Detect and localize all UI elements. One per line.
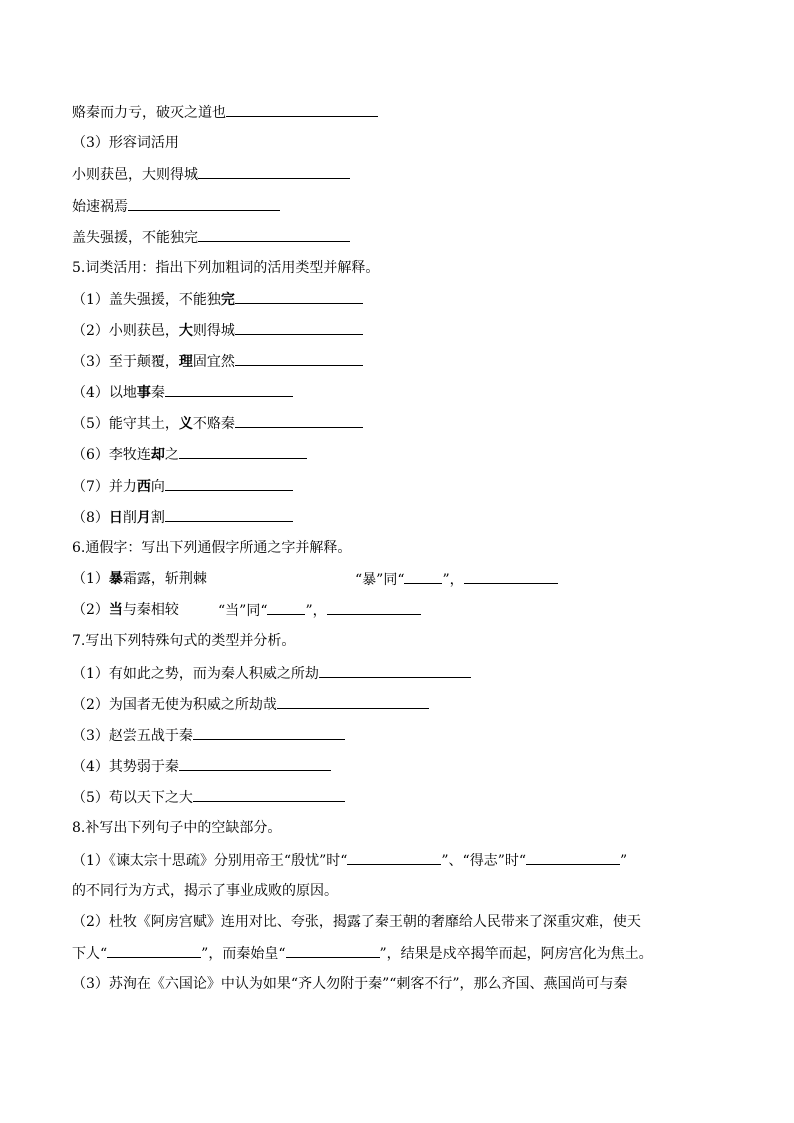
list-item-continued — [72, 943, 653, 963]
bold-word: 义 — [178, 416, 193, 432]
answer-blank[interactable] — [319, 663, 471, 678]
list-item — [72, 289, 363, 309]
sentence: 盖失强援，不能独完 — [72, 230, 198, 246]
item-text: 的不同行为方式，揭示了事业成败的原因。 — [72, 883, 338, 899]
item-text: （6）李牧连 — [72, 447, 151, 463]
bold-word: 暴 — [108, 571, 123, 587]
item-text: （2） — [72, 602, 109, 618]
item-text: （1）《谏太宗十思疏》分别用帝王“殷忧”时“ — [72, 853, 348, 869]
list-item — [72, 569, 207, 589]
item-text: ” — [620, 853, 628, 869]
bold-word: 理 — [178, 354, 193, 370]
subsection-heading — [72, 133, 179, 153]
item-text: 与秦相较 — [122, 602, 179, 618]
item-text: （1） — [72, 571, 109, 587]
list-item — [72, 476, 293, 496]
answer-blank[interactable] — [235, 413, 363, 428]
item-text: 霜露，斩荆棘 — [122, 571, 207, 587]
list-item — [72, 600, 179, 620]
item-text: （4）以地 — [72, 385, 137, 401]
list-item — [72, 351, 363, 371]
answer-blank[interactable] — [526, 850, 620, 865]
list-item — [72, 912, 641, 932]
subsection-label: （3）形容词活用 — [72, 135, 179, 151]
item-text: （1）有如此之势，而为秦人积威之所劫 — [72, 666, 319, 682]
item-text: 秦 — [150, 385, 165, 401]
answer-blank[interactable] — [165, 382, 293, 397]
answer-blank[interactable] — [267, 600, 305, 615]
answer-blank[interactable] — [327, 600, 421, 615]
item-text: ”， — [442, 572, 464, 588]
item-text: 割 — [150, 510, 165, 526]
answer-blank[interactable] — [198, 227, 350, 242]
list-item-continued — [72, 881, 338, 901]
answer-blank[interactable] — [404, 569, 442, 584]
sentence: 小则获邑，大则得城 — [72, 167, 198, 183]
item-text: （5）能守其土， — [72, 416, 179, 432]
sentence: 赂秦而力亏，破灭之道也 — [72, 105, 226, 121]
sentence: 始速祸焉 — [72, 199, 128, 215]
question-title — [72, 258, 379, 278]
text-line — [72, 227, 350, 247]
item-text: ”， — [305, 603, 327, 619]
list-item — [72, 725, 345, 745]
item-text: （3）赵尝五战于秦 — [72, 728, 193, 744]
list-item — [72, 787, 345, 807]
item-text: （8） — [72, 510, 109, 526]
list-item — [72, 694, 429, 714]
item-text: 向 — [150, 479, 165, 495]
answer-blank[interactable] — [179, 756, 331, 771]
list-item-answer — [355, 569, 558, 589]
bold-word: 当 — [108, 602, 123, 618]
item-text: ”、“得志”时“ — [441, 853, 527, 869]
answer-blank[interactable] — [347, 850, 441, 865]
question-8-title: 8.补写出下列句子中的空缺部分。 — [72, 820, 282, 836]
list-item — [72, 444, 307, 464]
list-item-answer — [218, 600, 421, 620]
list-item — [72, 320, 363, 340]
item-text: 之 — [164, 447, 179, 463]
item-text: （3）至于颠覆， — [72, 354, 179, 370]
answer-blank[interactable] — [165, 476, 293, 491]
text-line — [72, 164, 350, 184]
answer-blank[interactable] — [226, 102, 378, 117]
answer-blank[interactable] — [193, 787, 345, 802]
question-7-title: 7.写出下列特殊句式的类型并分析。 — [72, 633, 296, 649]
item-text: 固宜然 — [192, 354, 235, 370]
item-text: “当”同“ — [218, 603, 268, 619]
answer-blank[interactable] — [179, 444, 307, 459]
answer-blank[interactable] — [235, 351, 363, 366]
item-text: ”，而秦始皇“ — [201, 946, 286, 962]
text-line — [72, 102, 378, 122]
list-item — [72, 756, 331, 776]
item-text: （2）为国者无使为积威之所劫哉 — [72, 697, 277, 713]
answer-blank[interactable] — [198, 164, 350, 179]
bold-word: 却 — [150, 447, 165, 463]
text-line — [72, 196, 280, 216]
list-item — [72, 974, 628, 994]
bold-word: 事 — [136, 385, 151, 401]
item-text: 则得城 — [192, 323, 235, 339]
list-item — [72, 382, 293, 402]
bold-word: 日 — [108, 510, 123, 526]
answer-blank[interactable] — [165, 507, 293, 522]
item-text: （7）并力 — [72, 479, 137, 495]
question-5-title: 5.词类活用：指出下列加粗词的活用类型并解释。 — [72, 260, 380, 276]
bold-word: 大 — [178, 323, 193, 339]
item-text: 下人“ — [72, 946, 108, 962]
question-6-title: 6.通假字：写出下列通假字所通之字并解释。 — [72, 540, 352, 556]
item-text: （1）盖失强援，不能独 — [72, 292, 221, 308]
question-title — [72, 538, 351, 558]
list-item — [72, 413, 363, 433]
answer-blank[interactable] — [193, 725, 345, 740]
answer-blank[interactable] — [128, 196, 280, 211]
answer-blank[interactable] — [107, 943, 201, 958]
list-item — [72, 663, 471, 683]
item-text: 不赂秦 — [192, 416, 235, 432]
item-text: （2）小则获邑， — [72, 323, 179, 339]
bold-word: 西 — [136, 479, 151, 495]
item-text: ”，结果是戍卒揭竿而起，阿房宫化为焦土。 — [379, 946, 653, 962]
item-text: （5）苟以天下之大 — [72, 790, 193, 806]
answer-blank[interactable] — [235, 320, 363, 335]
answer-blank[interactable] — [235, 289, 363, 304]
list-item — [72, 850, 627, 870]
answer-blank[interactable] — [464, 569, 558, 584]
bold-word: 完 — [220, 292, 235, 308]
answer-blank[interactable] — [286, 943, 380, 958]
item-text: （4）其势弱于秦 — [72, 759, 179, 775]
item-text: 削 — [122, 510, 137, 526]
bold-word: 月 — [136, 510, 151, 526]
answer-blank[interactable] — [277, 694, 429, 709]
item-text: （3）苏洵在《六国论》中认为如果“齐人勿附于秦”“刺客不行”，那么齐国、燕国尚可与秦 — [72, 976, 628, 992]
question-title — [72, 818, 281, 838]
list-item — [72, 507, 293, 527]
item-text: （2）杜牧《阿房宫赋》连用对比、夸张，揭露了秦王朝的奢靡给人民带来了深重灾难，使天 — [72, 914, 641, 930]
item-text: “暴”同“ — [355, 572, 405, 588]
question-title — [72, 631, 295, 651]
